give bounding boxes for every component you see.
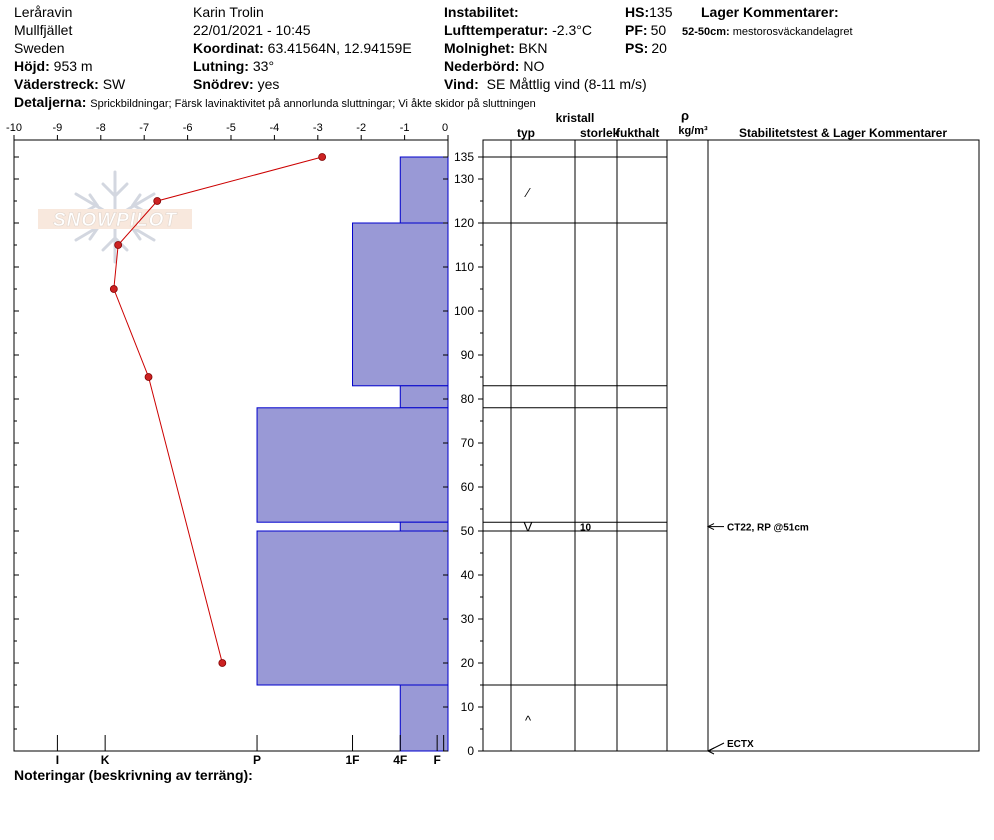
hardness-layers bbox=[257, 157, 448, 751]
sky-label: Molnighet: bbox=[444, 40, 515, 56]
watermark-text: SNOWPILOT bbox=[52, 210, 178, 231]
observation-datetime: 22/01/2021 - 10:45 bbox=[193, 22, 311, 38]
hardness-tick-label: I bbox=[55, 753, 60, 767]
wind-load-label: Snödrev: bbox=[193, 76, 254, 92]
hardness-tick-label: K bbox=[100, 753, 110, 767]
hardness-bar bbox=[400, 157, 448, 223]
temperature-tick-label: 0 bbox=[441, 122, 449, 134]
hardness-bar bbox=[353, 223, 448, 386]
slope-label: Lutning: bbox=[193, 58, 249, 74]
elevation-label: Höjd: bbox=[14, 58, 50, 74]
temperature-tick-label: -7 bbox=[139, 122, 150, 134]
height-tick-label: 50 bbox=[460, 524, 474, 538]
grain-symbol: ^ bbox=[524, 713, 532, 729]
snowpilot-watermark bbox=[38, 172, 192, 262]
details-label: Detaljerna: bbox=[14, 94, 87, 110]
temperature-tick-label: -4 bbox=[269, 122, 280, 134]
temperature-tick-label: -8 bbox=[95, 122, 106, 134]
sky-value: BKN bbox=[518, 40, 548, 56]
temperature-point bbox=[319, 154, 326, 161]
wind-value: SE Måttlig vind (8-11 m/s) bbox=[486, 76, 647, 92]
column-crystal: kristall bbox=[555, 111, 595, 125]
aspect-label: Väderstreck: bbox=[14, 76, 99, 92]
column-typ: typ bbox=[517, 126, 535, 140]
temperature-axis bbox=[6, 122, 448, 140]
height-axis bbox=[454, 150, 474, 758]
hardness-tick-label: F bbox=[433, 753, 441, 767]
temperature-point bbox=[154, 198, 161, 205]
stratigraphy-frame bbox=[483, 140, 979, 751]
aspect-value: SW bbox=[102, 76, 126, 92]
height-tick-label: 100 bbox=[453, 304, 474, 318]
temperature-point bbox=[110, 286, 117, 293]
pf-value: 50 bbox=[650, 22, 667, 38]
air-temperature-value: -2.3°C bbox=[552, 22, 592, 38]
stratigraphy-table bbox=[483, 108, 979, 754]
temperature-tick-label: -1 bbox=[399, 122, 410, 134]
grain-symbol: ⁄ bbox=[526, 185, 530, 201]
height-tick-label: 90 bbox=[460, 348, 474, 362]
height-tick-label: 130 bbox=[453, 172, 474, 186]
coordinate-value: 63.41564N, 12.94159E bbox=[267, 40, 412, 56]
temperature-tick-label: -6 bbox=[182, 122, 193, 134]
height-tick-label: 10 bbox=[460, 700, 474, 714]
column-density-unit: kg/m³ bbox=[678, 125, 708, 137]
height-tick-label: 110 bbox=[454, 260, 474, 274]
hs-label: HS: bbox=[625, 4, 650, 20]
elevation-value: 953 m bbox=[53, 58, 93, 74]
column-size: storlek bbox=[580, 126, 620, 140]
height-tick-label: 0 bbox=[467, 744, 474, 758]
area-name: Mullfjället bbox=[14, 22, 73, 38]
coordinate-label: Koordinat: bbox=[193, 40, 264, 56]
hs-value: 135 bbox=[649, 4, 673, 20]
pf-label: PF: bbox=[625, 22, 648, 38]
temperature-tick-label: -9 bbox=[52, 122, 63, 134]
height-tick-label: 60 bbox=[460, 480, 474, 494]
ps-label: PS: bbox=[625, 40, 649, 56]
precipitation-value: NO bbox=[523, 58, 545, 74]
location-name: Leråravin bbox=[14, 4, 73, 20]
height-tick-label: 70 bbox=[460, 436, 474, 450]
height-tick-label: 30 bbox=[460, 612, 474, 626]
observer-name: Karin Trolin bbox=[193, 4, 264, 20]
hardness-tick-label: 1F bbox=[345, 753, 360, 767]
hardness-tick-label: 4F bbox=[393, 753, 408, 767]
stability-test-label: ECTX bbox=[727, 739, 754, 750]
air-temperature-label: Lufttemperatur: bbox=[444, 22, 549, 38]
column-stability: Stabilitetstest & Lager Kommentarer bbox=[738, 126, 948, 140]
height-tick-label: 40 bbox=[460, 568, 474, 582]
temperature-point bbox=[115, 242, 122, 249]
layer-comment-text: mestorosväckandelagret bbox=[732, 26, 853, 38]
temperature-tick-label: -3 bbox=[312, 122, 323, 134]
grain-markers bbox=[524, 185, 592, 728]
hardness-bar bbox=[400, 522, 448, 531]
temperature-point bbox=[219, 660, 226, 667]
wind-load-value: yes bbox=[257, 76, 280, 92]
hardness-bar bbox=[257, 408, 448, 522]
layer-comment-depth: 52-50cm: bbox=[682, 26, 730, 38]
stability-test-label: CT22, RP @51cm bbox=[727, 522, 809, 534]
hardness-bar bbox=[400, 386, 448, 408]
temperature-tick-label: -10 bbox=[6, 122, 22, 134]
column-moisture: fukthalt bbox=[616, 126, 660, 140]
hardness-bar bbox=[400, 685, 448, 751]
grain-size: 10 bbox=[580, 522, 592, 534]
temperature-point bbox=[145, 374, 152, 381]
country-name: Sweden bbox=[14, 40, 65, 56]
height-tick-label: 20 bbox=[460, 656, 474, 670]
terrain-notes-label: Noteringar (beskrivning av terräng): bbox=[14, 767, 253, 783]
height-tick-label: 135 bbox=[453, 150, 474, 164]
grain-symbol: V bbox=[523, 519, 533, 535]
column-density-symbol: ρ bbox=[680, 108, 690, 123]
stability-tests bbox=[708, 523, 809, 754]
height-tick-label: 120 bbox=[453, 216, 474, 230]
wind-label: Vind: bbox=[444, 76, 479, 92]
instability-label: Instabilitet: bbox=[444, 4, 519, 20]
temperature-tick-label: -5 bbox=[226, 122, 236, 134]
ps-value: 20 bbox=[651, 40, 667, 56]
temperature-tick-label: -2 bbox=[356, 122, 367, 134]
hardness-tick-label: P bbox=[253, 753, 262, 767]
height-tick-label: 80 bbox=[460, 392, 474, 406]
precipitation-label: Nederbörd: bbox=[444, 58, 520, 74]
details-value: Sprickbildningar; Färsk lavinaktivitet på annorlunda sluttningar; Vi åkte skidor på sluttningen bbox=[90, 98, 536, 110]
layer-comments-label: Lager Kommentarer: bbox=[701, 4, 839, 20]
hardness-bar bbox=[257, 531, 448, 685]
slope-value: 33° bbox=[252, 58, 275, 74]
